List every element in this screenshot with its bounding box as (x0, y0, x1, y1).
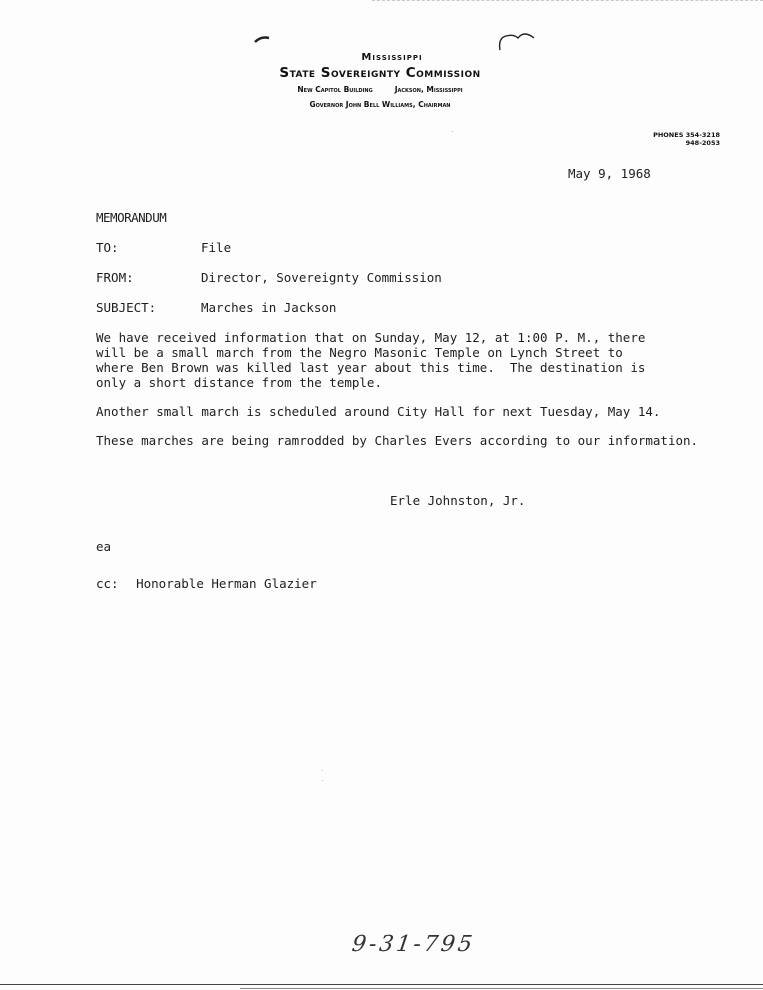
body-paragraph-1 (96, 330, 716, 390)
letterhead-state: Mississippi (361, 52, 423, 63)
typist-initials: ea (96, 539, 112, 554)
memo-title: MEMORANDUM (96, 210, 167, 225)
paragraph-1-line: only a short distance from the temple. (96, 375, 382, 390)
body-paragraph-3 (96, 433, 716, 448)
cc-label: cc: (96, 576, 119, 591)
from-row (96, 270, 442, 285)
cc-value: Honorable Herman Glazier (136, 576, 317, 591)
paragraph-1-line: We have received information that on Sunday, May 12, at 1:00 P. M., there (96, 330, 646, 345)
pen-mark-right (496, 28, 538, 52)
letterhead-building: New Capitol Building (297, 85, 373, 94)
subject-row (96, 300, 336, 315)
subject-label: SUBJECT: (96, 300, 157, 315)
to-label: TO: (96, 240, 119, 255)
subject-value: Marches in Jackson (201, 300, 337, 315)
bottom-edge-line-2 (240, 988, 763, 989)
letterhead-phones (600, 131, 720, 147)
letterhead (230, 52, 530, 109)
body-paragraph-2 (96, 404, 716, 419)
scan-speck (322, 780, 323, 781)
handwritten-file-number: 9-31-795 (350, 932, 477, 957)
scan-speck (452, 131, 453, 132)
memo-date: May 9, 1968 (568, 166, 651, 181)
letterhead-city: Jackson, Mississippi (394, 85, 463, 94)
paragraph-2-line: Another small march is scheduled around City Hall for next Tuesday, May 14. (96, 404, 661, 419)
letterhead-address (230, 85, 530, 94)
to-row (96, 240, 231, 255)
phone-number-1: PHONES 354-3218 (653, 131, 720, 139)
signature-name: Erle Johnston, Jr. (390, 493, 526, 508)
scan-speck (322, 770, 323, 771)
bottom-edge-line (0, 984, 763, 985)
to-value: File (201, 240, 232, 255)
paragraph-3-line: These marches are being ramrodded by Charles Evers according to our information. (96, 433, 699, 448)
from-value: Director, Sovereignty Commission (201, 270, 442, 285)
letterhead-commission: State Sovereignty Commission (279, 65, 481, 81)
paragraph-1-line: where Ben Brown was killed last year about this time. The destination is (96, 360, 646, 375)
pen-mark-left (253, 34, 273, 46)
phone-number-2: 948-2053 (685, 139, 720, 147)
cc-row (96, 576, 317, 591)
from-label: FROM: (96, 270, 134, 285)
letterhead-governor: Governor John Bell Williams, Chairman (309, 100, 451, 109)
top-edge-dots (372, 0, 763, 1)
paragraph-1-line: will be a small march from the Negro Masonic Temple on Lynch Street to (96, 345, 623, 360)
